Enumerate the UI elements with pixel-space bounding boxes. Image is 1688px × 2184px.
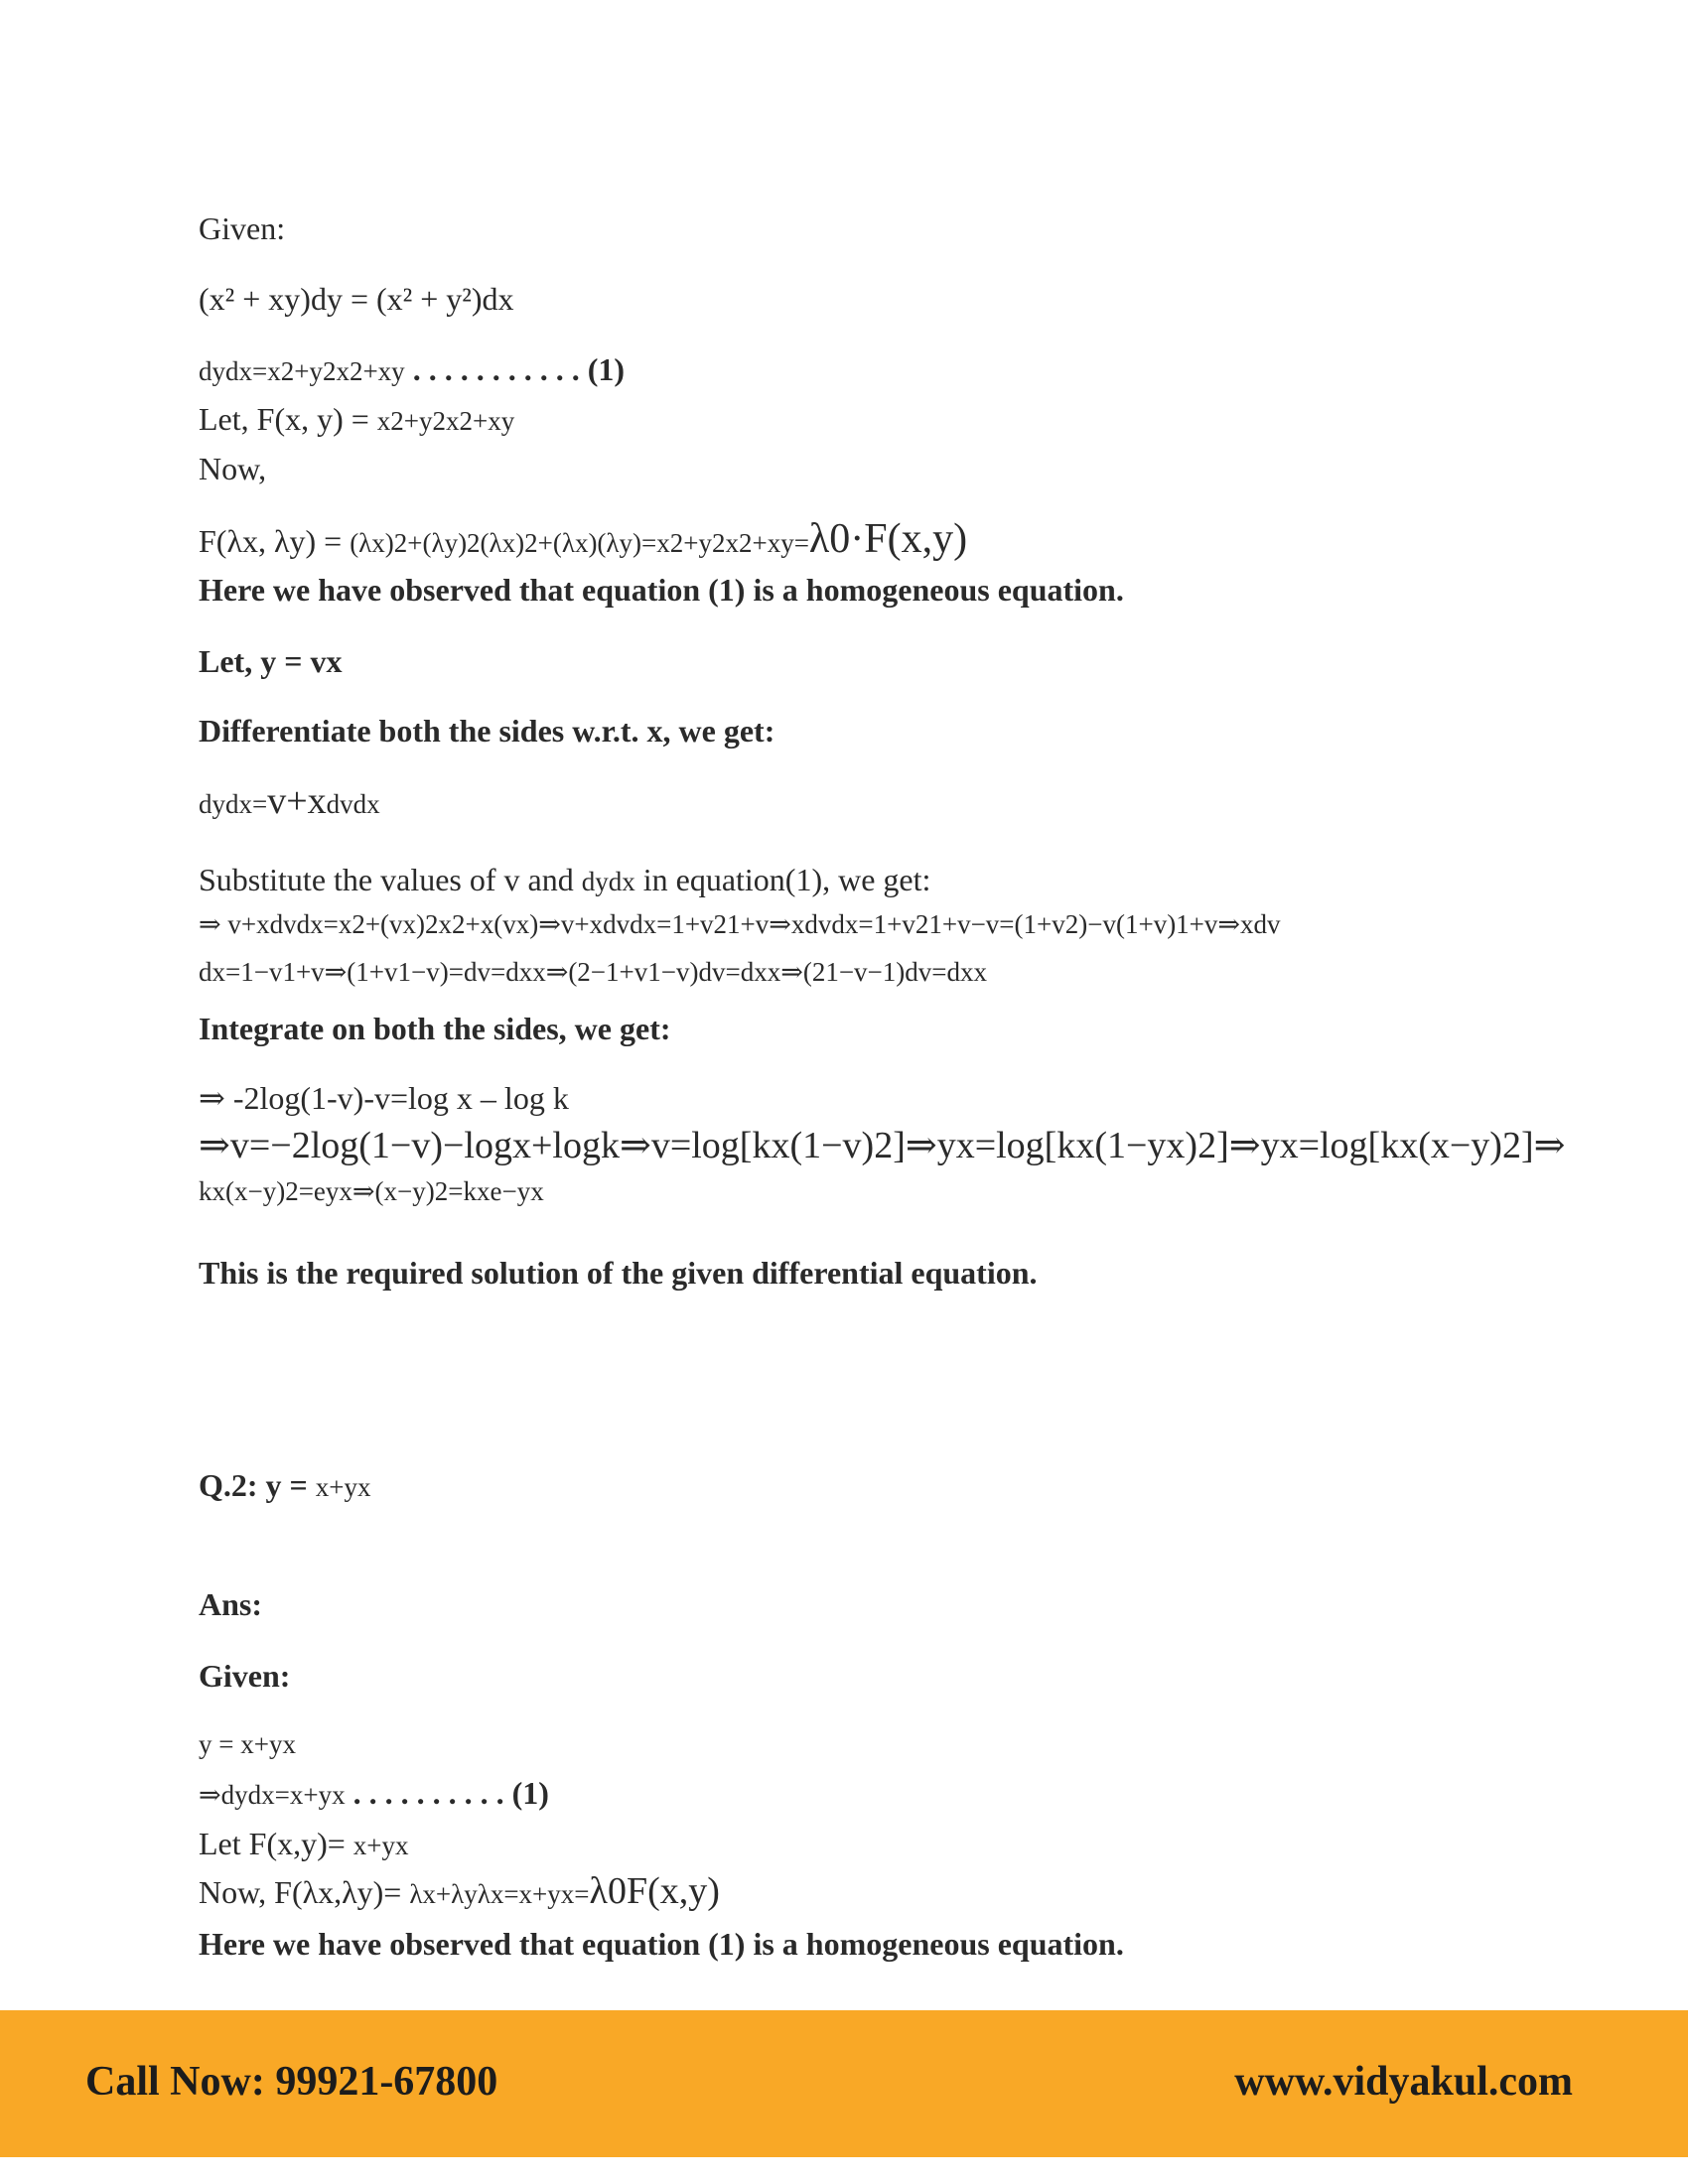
given-heading: Given: [199, 210, 286, 246]
equation-1-q2-math: ⇒dydx=x+yx [199, 1780, 346, 1810]
equation-1-q2-number: . . . . . . . . . . (1) [345, 1775, 549, 1811]
homogeneity-label: F(λx, λy) = [199, 523, 351, 559]
integrate-statement: Integrate on both the sides, we get: [199, 1011, 671, 1046]
substitute-text-2: in equation(1), we get: [634, 862, 931, 897]
substitution-statement: Let, y = vx [199, 643, 343, 679]
answer-label: Ans: [199, 1586, 263, 1622]
define-f-math-2: x+yx [352, 1831, 409, 1860]
website-link[interactable]: www.vidyakul.com [1234, 2059, 1573, 2105]
homogeneous-statement-2: Here we have observed that equation (1) is a homogeneous equation. [199, 1926, 1124, 1962]
substitute-line [199, 864, 930, 895]
substitute-text-1: Substitute the values of v and [199, 862, 582, 897]
integral-result: ⇒ -2log(1-v)-v=log x – log k [199, 1080, 569, 1116]
define-f-math: x2+y2x2+xy [376, 406, 515, 436]
question-2-math: x+yx [315, 1472, 371, 1502]
define-f-label: Let, F(x, y) = [199, 401, 377, 437]
define-f-line [199, 403, 514, 435]
log-derivation-line-2: kx(x−y)2=eyx⇒(x−y)2=kxe−yx [199, 1176, 544, 1206]
homogeneity-label-2: Now, F(λx,λy)= [199, 1874, 410, 1910]
log-derivation-line-1: ⇒v=−2log(1−v)−logx+logk⇒v=log[kx(1−v)2]⇒yx=log[kx(1−yx)2]⇒yx=log[kx(x−y)2]⇒ [199, 1125, 1566, 1166]
given-equation-2: y = x+yx [199, 1729, 296, 1759]
homogeneity-check [199, 518, 967, 560]
homogeneity-result: λ0·F(x,y) [808, 516, 968, 562]
define-f-label-2: Let F(x,y)= [199, 1826, 353, 1861]
homogeneity-check-2 [199, 1872, 720, 1910]
homogeneity-result-2: λ0F(x,y) [589, 1870, 720, 1912]
homogeneity-math-2: λx+λyλx=x+yx= [409, 1879, 590, 1909]
define-f-line-2 [199, 1828, 409, 1859]
homogeneity-math: (λx)2+(λy)2(λx)2+(λx)(λy)=x2+y2x2+xy= [350, 528, 809, 558]
equation-1 [199, 353, 625, 385]
footer-banner [0, 2010, 1688, 2157]
given-heading-2: Given: [199, 1658, 291, 1694]
equation-1-q2 [199, 1777, 549, 1809]
derivative-lhs: dydx= [199, 789, 268, 819]
differentiate-statement: Differentiate both the sides w.r.t. x, we get: [199, 713, 775, 749]
substitute-math: dydx [581, 867, 635, 896]
derivation-line-2: dx=1−v1+v⇒(1+v1−v)=dv=dxx⇒(2−1+v1−v)dv=dxx⇒(21−v−1)dv=dxx [199, 957, 987, 987]
call-now-text: Call Now: 99921-67800 [85, 2059, 498, 2105]
equation-1-number: . . . . . . . . . . . (1) [404, 351, 625, 387]
homogeneous-statement: Here we have observed that equation (1) is a homogeneous equation. [199, 572, 1124, 608]
equation-1-math: dydx=x2+y2x2+xy [199, 356, 405, 386]
now-label: Now, [199, 451, 267, 486]
derivative-mid: v+x [267, 780, 327, 822]
question-2 [199, 1469, 371, 1501]
derivation-line-1: ⇒ v+xdvdx=x2+(vx)2x2+x(vx)⇒v+xdvdx=1+v21+v⇒xdvdx=1+v21+v−v=(1+v2)−v(1+v)1+v⇒xdv [199, 909, 1281, 939]
solution-statement: This is the required solution of the given differential equation. [199, 1255, 1038, 1291]
question-2-label: Q.2: y = [199, 1467, 316, 1503]
given-equation: (x² + xy)dy = (x² + y²)dx [199, 281, 514, 317]
derivative-rhs: dvdx [326, 789, 380, 819]
derivative-line [199, 782, 380, 820]
